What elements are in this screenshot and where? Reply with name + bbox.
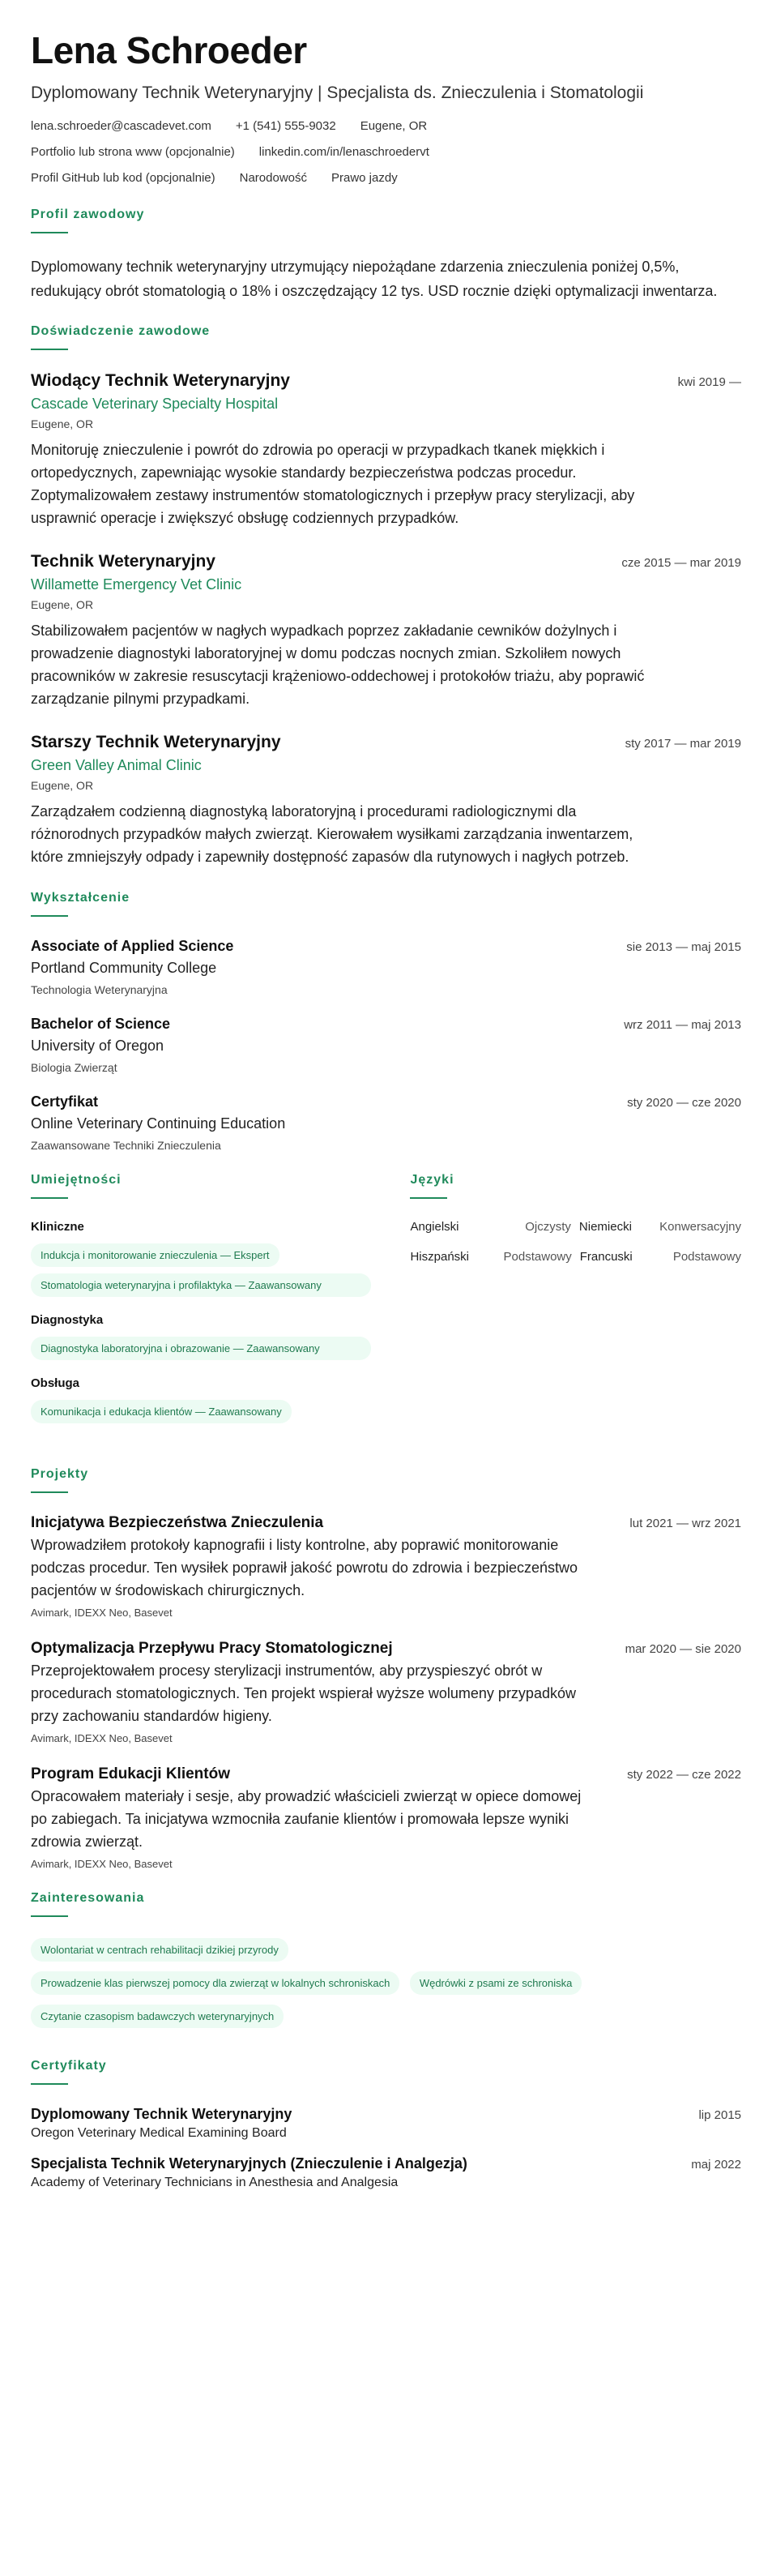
language-name: Hiszpański bbox=[410, 1250, 469, 1264]
experience-section bbox=[31, 324, 741, 868]
contact-location: Eugene, OR bbox=[360, 119, 428, 133]
education-section bbox=[31, 891, 741, 1152]
certificates-section bbox=[31, 2059, 741, 2190]
education-item bbox=[31, 938, 741, 996]
section-title-experience: Doświadczenie zawodowe bbox=[31, 324, 211, 338]
experience-item bbox=[31, 552, 741, 710]
contact-email[interactable]: lena.schroeder@cascadevet.com bbox=[31, 119, 211, 133]
cert-date: lip 2015 bbox=[698, 2108, 741, 2122]
skills-column bbox=[31, 1173, 377, 1446]
skill-group bbox=[31, 1220, 377, 1297]
job-dates: cze 2015 — mar 2019 bbox=[621, 556, 741, 570]
edu-school: Portland Community College bbox=[31, 960, 217, 976]
cert-title: Specjalista Technik Weterynaryjnych (Znieczulenie i Analgezja) bbox=[31, 2155, 467, 2172]
contact-info bbox=[31, 118, 741, 186]
section-title-projects: Projekty bbox=[31, 1467, 89, 1481]
section-title-skills: Umiejętności bbox=[31, 1173, 122, 1187]
edu-dates: sty 2020 — cze 2020 bbox=[627, 1096, 741, 1110]
job-company: Green Valley Animal Clinic bbox=[31, 757, 202, 773]
section-title-certificates: Certyfikaty bbox=[31, 2059, 107, 2073]
contact-license: Prawo jazdy bbox=[331, 171, 398, 185]
language-row bbox=[410, 1220, 741, 1234]
section-divider bbox=[31, 1915, 68, 1917]
language-level: Podstawowy bbox=[672, 1250, 742, 1264]
project-dates: mar 2020 — sie 2020 bbox=[625, 1642, 741, 1656]
job-company: Cascade Veterinary Specialty Hospital bbox=[31, 396, 279, 412]
job-description: Stabilizowałem pacjentów w nagłych wypadkach poprzez zakładanie cewników dożylnych i prowadzenie diagnostyki laboratoryjnej w domu podczas nocnych zmian. Szkoliłem nowych pracowników w zakresie resuscytacji krążeniowo-oddechowej i protokołów triażu, aby poprawić zarządzanie pilnymi przypadkami. bbox=[31, 623, 645, 707]
language-name: Niemiecki bbox=[578, 1220, 632, 1234]
job-dates: kwi 2019 — bbox=[677, 375, 741, 389]
section-divider bbox=[31, 1197, 68, 1199]
language-name: Angielski bbox=[410, 1220, 459, 1234]
section-divider bbox=[410, 1197, 447, 1199]
language-level: Ojczysty bbox=[525, 1220, 571, 1234]
projects-section bbox=[31, 1467, 741, 1870]
language-row bbox=[410, 1250, 741, 1264]
interests-section bbox=[31, 1891, 741, 2038]
language-level: Konwersacyjny bbox=[659, 1220, 742, 1234]
skill-group bbox=[31, 1376, 377, 1430]
interest-tag: Wolontariat w centrach rehabilitacji dzikiej przyrody bbox=[31, 1938, 288, 1962]
section-title-profile: Profil zawodowy bbox=[31, 208, 145, 221]
edu-school: University of Oregon bbox=[31, 1038, 164, 1054]
edu-degree: Associate of Applied Science bbox=[31, 938, 234, 954]
edu-degree: Certyfikat bbox=[31, 1093, 99, 1110]
project-description: Wprowadziłem protokoły kapnografii i listy kontrolne, aby poprawić monitorowanie podczas procedur. Ten wysiłek poprawił jakość powrotu do zdrowia i bezpieczeństwo pacjentów w środowiskach chirurgicznych. bbox=[31, 1537, 578, 1598]
profile-section bbox=[31, 208, 741, 303]
candidate-name: Lena Schroeder bbox=[31, 29, 307, 71]
project-description: Opracowałem materiały i sesje, aby prowadzić właścicieli zwierząt w opiece domowej po zabiegach. Ta inicjatywa wzmocniła zaufanie klientów i promowała lepsze wyniki zdrowia zwierząt. bbox=[31, 1788, 582, 1850]
experience-item bbox=[31, 371, 741, 529]
interest-tag: Wędrówki z psami ze schroniska bbox=[410, 1971, 582, 1995]
job-company: Willamette Emergency Vet Clinic bbox=[31, 576, 242, 593]
section-divider bbox=[31, 349, 68, 350]
language-name: Francuski bbox=[579, 1250, 633, 1264]
section-divider bbox=[31, 2083, 68, 2085]
skill-tag: Indukcja i monitorowanie znieczulenia — Ekspert bbox=[31, 1243, 279, 1267]
job-title: Technik Weterynaryjny bbox=[31, 552, 215, 571]
contact-nationality: Narodowość bbox=[239, 171, 307, 185]
contact-linkedin[interactable]: linkedin.com/in/lenaschroedervt bbox=[258, 145, 429, 159]
skill-category: Obsługa bbox=[31, 1376, 80, 1390]
skills-languages-section bbox=[31, 1173, 741, 1446]
edu-field: Technologia Weterynaryjna bbox=[31, 983, 168, 996]
contact-github[interactable]: Profil GitHub lub kod (opcjonalnie) bbox=[31, 171, 215, 185]
project-dates: lut 2021 — wrz 2021 bbox=[629, 1517, 741, 1530]
certificate-item bbox=[31, 2106, 741, 2141]
project-title: Optymalizacja Przepływu Pracy Stomatologicznej bbox=[31, 1640, 393, 1657]
education-item bbox=[31, 1016, 741, 1074]
cert-title: Dyplomowany Technik Weterynaryjny bbox=[31, 2106, 292, 2122]
experience-item bbox=[31, 733, 741, 868]
job-title: Wiodący Technik Weterynaryjny bbox=[31, 371, 290, 390]
cert-issuer: Oregon Veterinary Medical Examining Board bbox=[31, 2126, 287, 2140]
profile-summary: Dyplomowany technik weterynaryjny utrzymujący niepożądane zdarzenia znieczulenia poniżej 0,5%, redukujący obrót stomatologią o 18% i oszczędzający 12 tys. USD rocznie dzięki optymalizacji inwentarza. bbox=[31, 259, 718, 299]
interest-tag: Prowadzenie klas pierwszej pomocy dla zwierząt w lokalnych schroniskach bbox=[31, 1971, 399, 1995]
project-dates: sty 2022 — cze 2022 bbox=[627, 1768, 741, 1782]
project-description: Przeprojektowałem procesy sterylizacji instrumentów, aby przyspieszyć obrót w procedurach stomatologicznych. Ten projekt wspierał wyższe wolumeny przypadków przy zachowaniu standardów higieny. bbox=[31, 1662, 576, 1724]
job-description: Zarządzałem codzienną diagnostyką laboratoryjną i procedurami radiologicznymi dla różnorodnych przypadków małych zwierząt. Kierowałem wysiłkami zarządzania inwentarzem, które zmniejszyły odpady i zapewniły dostępność zapasów dla rutynowych i nagłych potrzeb. bbox=[31, 803, 633, 865]
job-title: Starszy Technik Weterynaryjny bbox=[31, 733, 281, 751]
project-title: Program Edukacji Klientów bbox=[31, 1765, 230, 1782]
languages-column bbox=[410, 1173, 741, 1446]
job-description: Monitoruję znieczulenie i powrót do zdrowia po operacji w przypadkach tkanek miękkich i ortopedycznych, zapewniając wysokie standardy bezpieczeństwa podczas procedur. Zoptymalizowałem zestawy instrumentów stomatologicznych i przepływ pracy sterylizacji, aby usprawnić operacje i zwiększyć obsługę codziennych przypadków. bbox=[31, 442, 635, 526]
skill-group bbox=[31, 1313, 377, 1360]
section-divider bbox=[31, 1491, 68, 1493]
job-location: Eugene, OR bbox=[31, 598, 94, 611]
headline: Dyplomowany Technik Weterynaryjny | Specjalista ds. Znieczulenia i Stomatologii bbox=[31, 83, 644, 102]
language-level: Podstawowy bbox=[503, 1250, 572, 1264]
interest-tags bbox=[31, 1938, 741, 2038]
edu-dates: wrz 2011 — maj 2013 bbox=[624, 1018, 741, 1032]
skill-tag: Diagnostyka laboratoryjna i obrazowanie — Zaawansowany bbox=[31, 1337, 371, 1360]
certificate-item bbox=[31, 2155, 741, 2190]
resume-header bbox=[31, 29, 741, 186]
project-item bbox=[31, 1640, 741, 1744]
cert-date: maj 2022 bbox=[691, 2158, 741, 2172]
skill-category: Kliniczne bbox=[31, 1220, 84, 1234]
project-item bbox=[31, 1765, 741, 1870]
section-divider bbox=[31, 915, 68, 917]
section-title-interests: Zainteresowania bbox=[31, 1891, 145, 1905]
skill-tag: Stomatologia weterynaryjna i profilaktyka — Zaawansowany bbox=[31, 1273, 371, 1297]
contact-phone[interactable]: +1 (541) 555-9032 bbox=[235, 119, 336, 133]
job-location: Eugene, OR bbox=[31, 417, 94, 430]
edu-school: Online Veterinary Continuing Education bbox=[31, 1115, 286, 1132]
job-dates: sty 2017 — mar 2019 bbox=[625, 737, 741, 751]
edu-field: Zaawansowane Techniki Znieczulenia bbox=[31, 1139, 221, 1152]
project-item bbox=[31, 1514, 741, 1619]
contact-portfolio[interactable]: Portfolio lub strona www (opcjonalnie) bbox=[31, 145, 235, 159]
section-divider bbox=[31, 232, 68, 233]
project-tech: Avimark, IDEXX Neo, Basevet bbox=[31, 1607, 173, 1619]
edu-field: Biologia Zwierząt bbox=[31, 1061, 117, 1074]
project-tech: Avimark, IDEXX Neo, Basevet bbox=[31, 1732, 173, 1744]
section-title-languages: Języki bbox=[410, 1173, 454, 1187]
project-tech: Avimark, IDEXX Neo, Basevet bbox=[31, 1858, 173, 1870]
cert-issuer: Academy of Veterinary Technicians in Anesthesia and Analgesia bbox=[31, 2176, 399, 2189]
interest-tag: Czytanie czasopism badawczych weterynaryjnych bbox=[31, 2005, 284, 2028]
skill-tag: Komunikacja i edukacja klientów — Zaawansowany bbox=[31, 1400, 292, 1423]
skill-category: Diagnostyka bbox=[31, 1313, 104, 1327]
job-location: Eugene, OR bbox=[31, 779, 94, 792]
project-title: Inicjatywa Bezpieczeństwa Znieczulenia bbox=[31, 1514, 324, 1531]
section-title-education: Wykształcenie bbox=[31, 891, 130, 905]
edu-degree: Bachelor of Science bbox=[31, 1016, 171, 1032]
education-item bbox=[31, 1093, 741, 1152]
edu-dates: sie 2013 — maj 2015 bbox=[626, 940, 741, 954]
